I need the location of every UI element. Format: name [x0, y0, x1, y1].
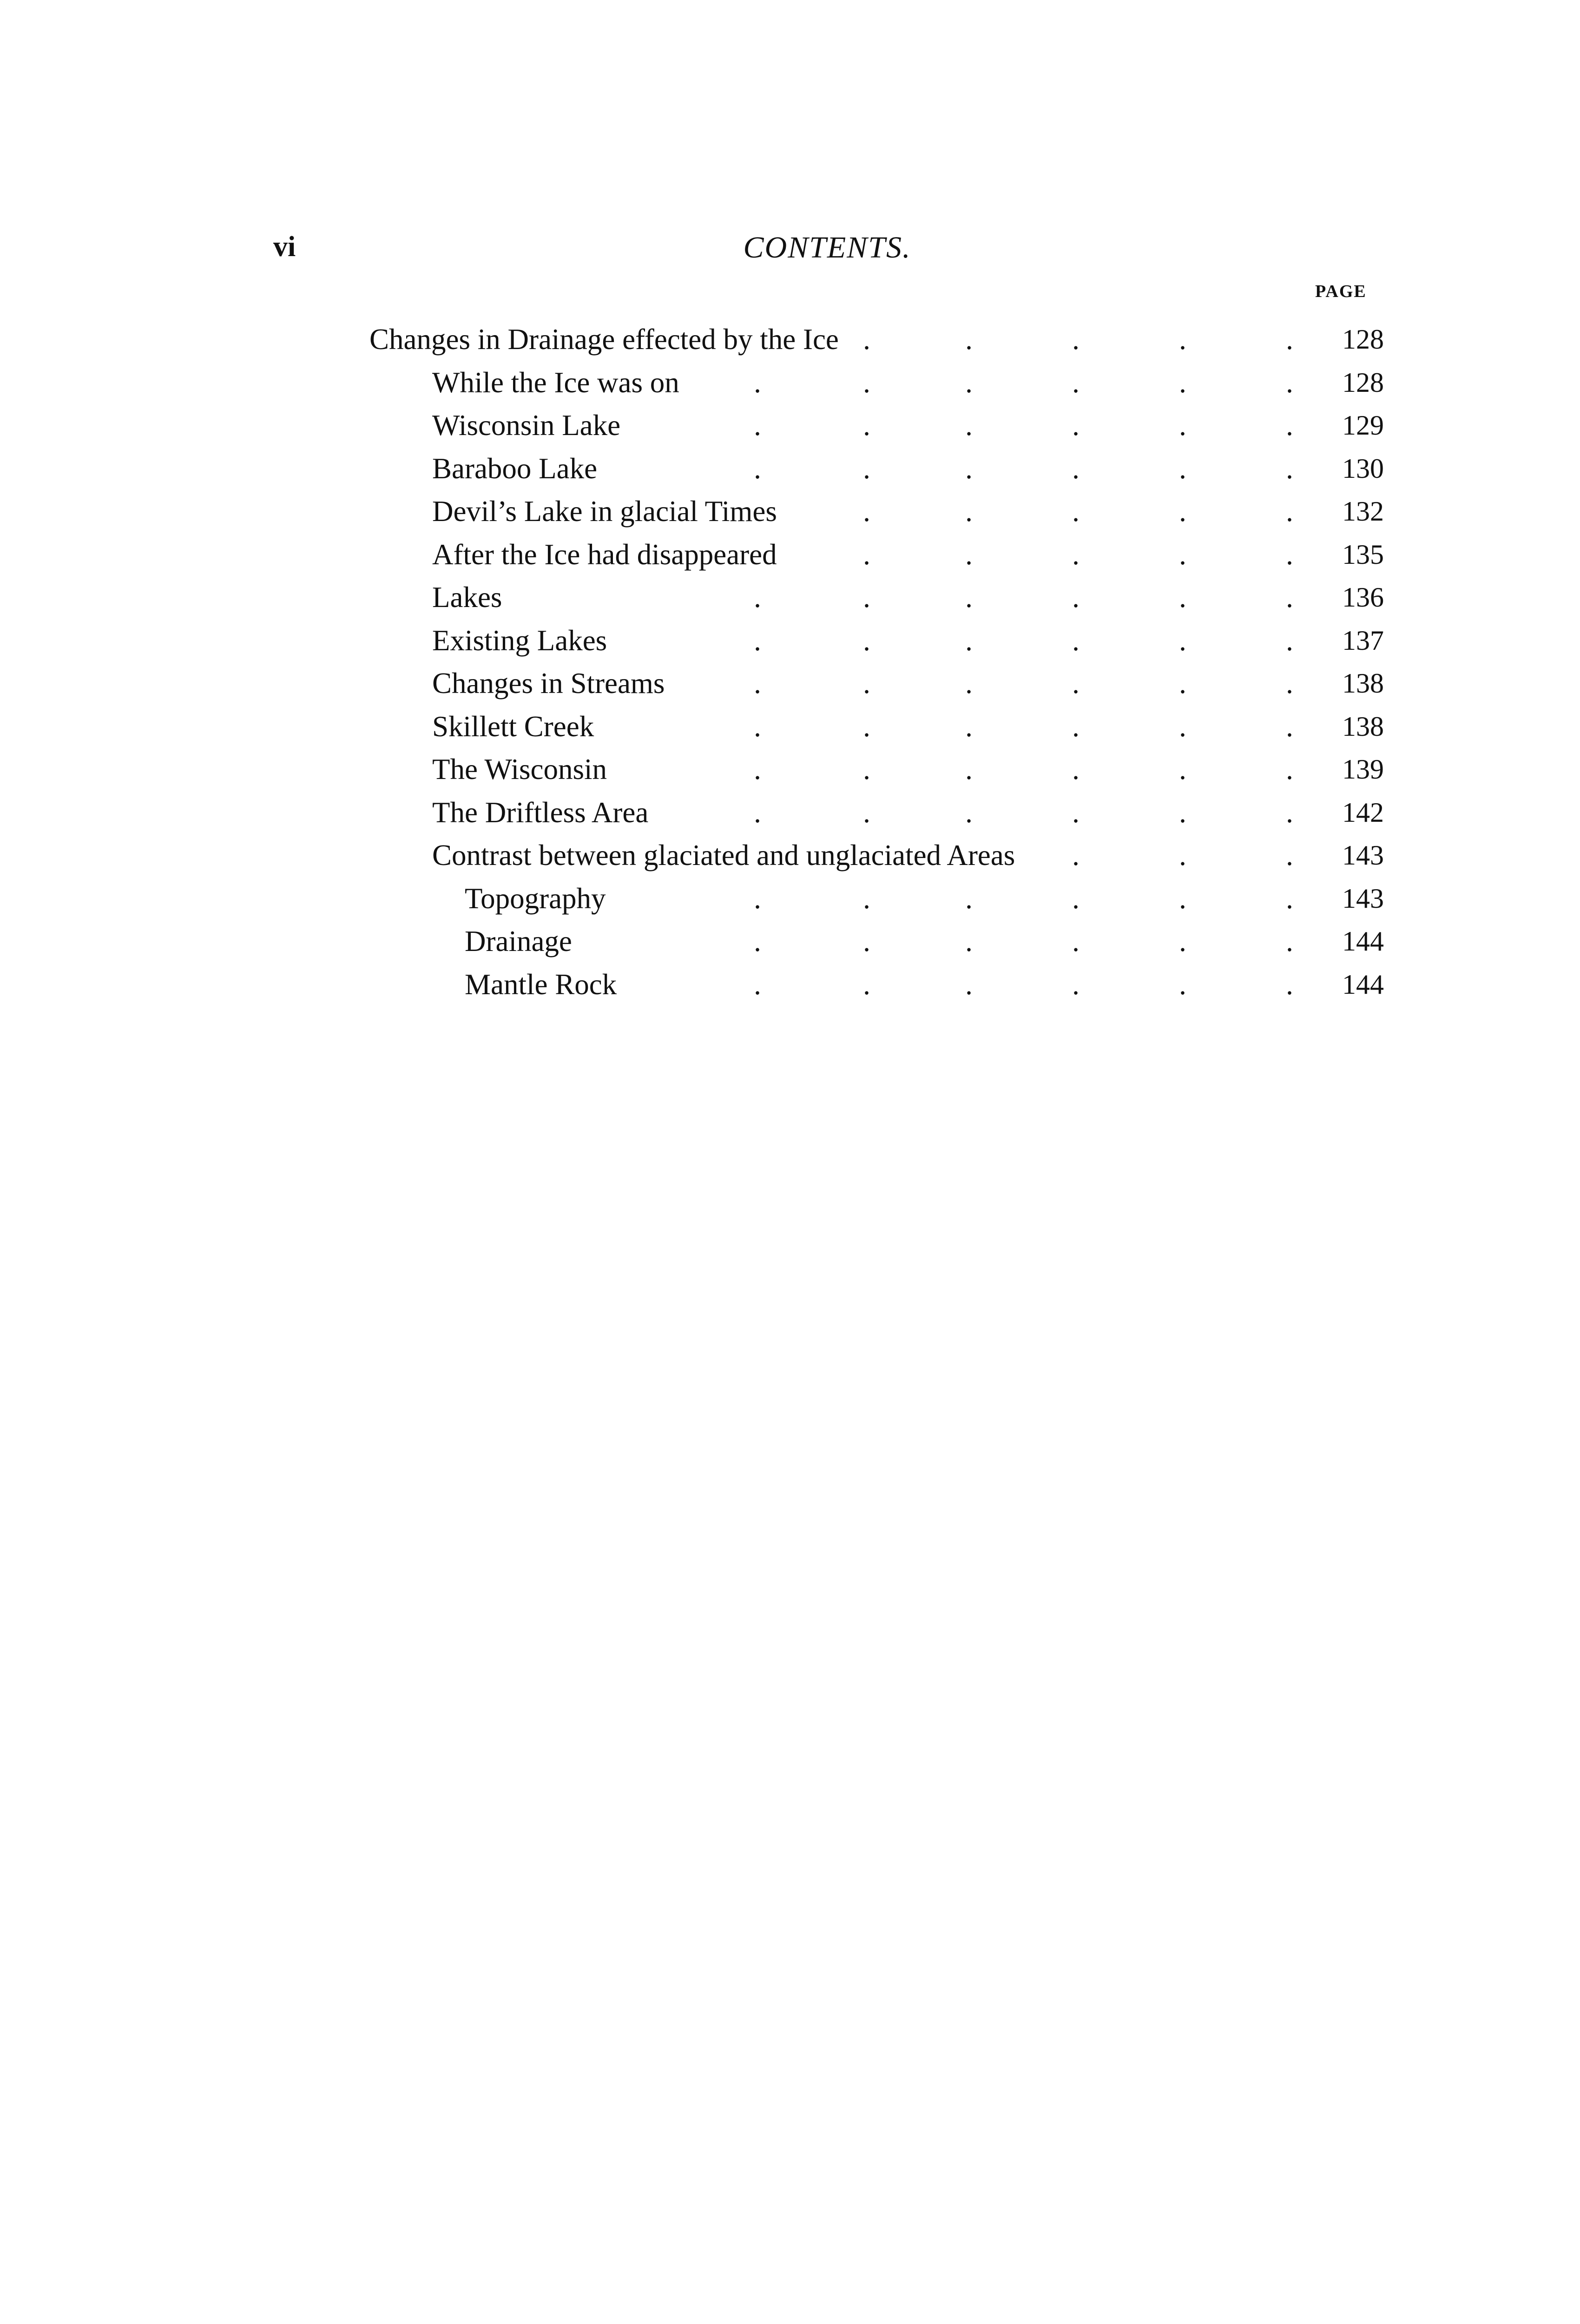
toc-leader-dots: . . . . . .	[754, 452, 1293, 485]
toc-leader-dots: . . . . . .	[754, 796, 1293, 829]
toc-entry-page: 132	[1342, 496, 1384, 527]
toc-entry-title: Wisconsin Lake	[432, 409, 621, 442]
toc-entry-title: Contrast between glaciated and unglaciated Areas	[432, 839, 1015, 872]
toc-entry	[0, 665, 1580, 702]
page-column-label: PAGE	[1315, 282, 1367, 301]
toc-entry-page: 136	[1342, 582, 1384, 613]
toc-leader-dots: . . . . . .	[754, 409, 1293, 442]
toc-entry-title: Changes in Streams	[432, 667, 665, 700]
toc-entry	[0, 364, 1580, 401]
toc-leader-dots: . . .	[1072, 839, 1293, 872]
toc-entry-page: 128	[1342, 324, 1384, 355]
toc-entry-page: 143	[1342, 883, 1384, 914]
toc-entry-title: While the Ice was on	[432, 366, 679, 399]
toc-entry	[0, 966, 1580, 1003]
toc-leader-dots: . . . . . .	[754, 366, 1293, 399]
toc-leader-dots: . . . . . .	[754, 968, 1293, 1001]
toc-entry-title: Topography	[465, 882, 606, 915]
toc-leader-dots: . . . . .	[863, 495, 1293, 528]
toc-entry	[0, 837, 1580, 874]
toc-entry-page: 142	[1342, 797, 1384, 828]
toc-entry-title: Devil’s Lake in glacial Times	[432, 495, 777, 528]
toc-entry-page: 144	[1342, 969, 1384, 1000]
toc-entry-title: Baraboo Lake	[432, 452, 598, 485]
toc-entry-page: 135	[1342, 539, 1384, 570]
toc-entry-title: Skillett Creek	[432, 710, 594, 743]
toc-entry-title: Drainage	[465, 925, 572, 957]
toc-entry-page: 128	[1342, 367, 1384, 398]
toc-entry	[0, 622, 1580, 659]
toc-leader-dots: . . . . .	[863, 323, 1293, 356]
toc-entry-title: The Driftless Area	[432, 796, 649, 829]
toc-entry	[0, 923, 1580, 960]
toc-entry-title: Mantle Rock	[465, 968, 617, 1001]
toc-leader-dots: . . . . . .	[754, 624, 1293, 657]
toc-entry-title: Changes in Drainage effected by the Ice	[369, 323, 839, 356]
toc-entry	[0, 794, 1580, 831]
toc-leader-dots: . . . . . .	[754, 882, 1293, 915]
toc-leader-dots: . . . . . .	[754, 667, 1293, 700]
running-head: CONTENTS.	[743, 231, 911, 264]
page-number-roman: vi	[273, 231, 296, 263]
toc-entry-page: 130	[1342, 453, 1384, 484]
toc-entry-page: 138	[1342, 711, 1384, 742]
toc-entry	[0, 493, 1580, 530]
toc-entry	[0, 321, 1580, 358]
toc-leader-dots: . . . . . .	[754, 753, 1293, 786]
toc-entry	[0, 407, 1580, 444]
toc-entry	[0, 708, 1580, 745]
toc-entry-page: 144	[1342, 926, 1384, 957]
toc-entry-page: 138	[1342, 668, 1384, 699]
toc-entry	[0, 450, 1580, 487]
toc-leader-dots: . . . . . .	[754, 925, 1293, 957]
toc-entry-page: 139	[1342, 754, 1384, 785]
toc-entry	[0, 579, 1580, 616]
toc-entry-title: Lakes	[432, 581, 502, 614]
toc-entry-page: 143	[1342, 840, 1384, 871]
toc-entry	[0, 751, 1580, 788]
toc-entry-title: After the Ice had disappeared	[432, 538, 777, 571]
toc-leader-dots: . . . . . .	[754, 710, 1293, 743]
toc-entry-page: 137	[1342, 625, 1384, 656]
toc-entry-page: 129	[1342, 410, 1384, 441]
toc-entry	[0, 880, 1580, 917]
toc-entry	[0, 536, 1580, 573]
toc-entry-title: The Wisconsin	[432, 753, 607, 786]
toc-leader-dots: . . . . . .	[754, 581, 1293, 614]
toc-entry-title: Existing Lakes	[432, 624, 607, 657]
toc-leader-dots: . . . . .	[863, 538, 1293, 571]
